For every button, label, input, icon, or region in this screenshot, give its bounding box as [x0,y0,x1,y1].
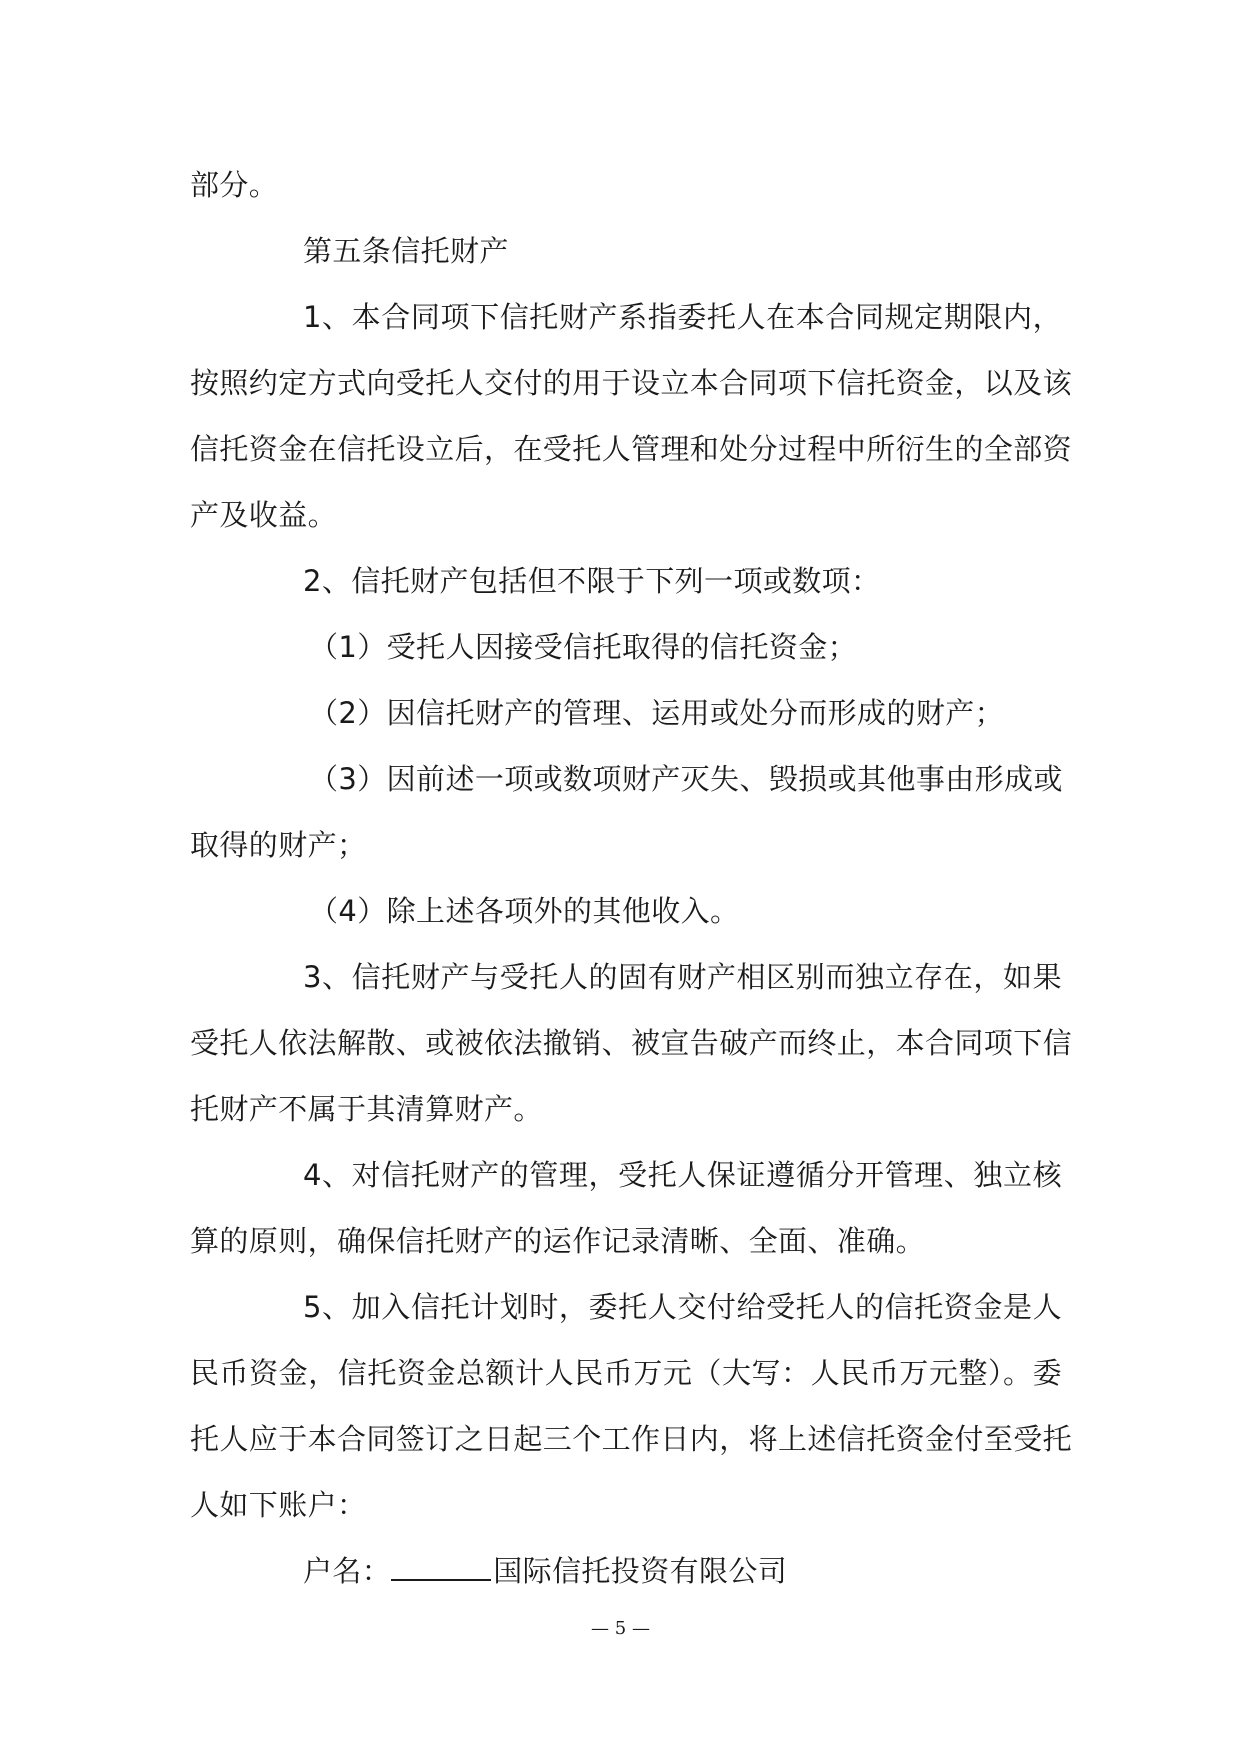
document-body [190,152,1073,1604]
text-line: 3、信托财产与受托人的固有财产相区别而独立存在，如果 [303,960,1062,994]
text-line: 受托人依法解散、或被依法撤销、被宣告破产而终止，本合同项下信 [190,1026,1073,1060]
text-line: 信托资金在信托设立后，在受托人管理和处分过程中所衍生的全部资 [190,432,1073,466]
text-line: 4、对信托财产的管理，受托人保证遵循分开管理、独立核 [303,1158,1062,1192]
text-line: 2、信托财产包括但不限于下列一项或数项： [303,564,881,598]
text-line: 算的原则，确保信托财产的运作记录清晰、全面、准确。 [190,1224,926,1258]
text-line: 产及收益。 [190,498,338,532]
account-label: 户名： [303,1554,392,1588]
page-number: — 5 — [591,1618,650,1639]
account-name: 国际信托投资有限公司 [493,1554,788,1588]
paragraph-lines [190,152,1073,1538]
text-line: 取得的财产； [190,828,367,862]
text-line: 1、本合同项下信托财产系指委托人在本合同规定期限内， [303,300,1062,334]
text-line: （3）因前述一项或数项财产灭失、毁损或其他事由形成或 [309,762,1063,796]
blank-underline [391,1550,491,1581]
text-line: 托财产不属于其清算财产。 [190,1092,543,1126]
text-line: （1）受托人因接受信托取得的信托资金； [309,630,858,664]
text-line: 第五条信托财产 [303,234,509,268]
text-line: 民币资金，信托资金总额计人民币万元（大写：人民币万元整）。委 [190,1356,1062,1390]
text-line: 按照约定方式向受托人交付的用于设立本合同项下信托资金，以及该 [190,366,1073,400]
text-line: 人如下账户： [190,1488,367,1522]
account-name-line [190,1538,1062,1604]
text-line: 托人应于本合同签订之日起三个工作日内，将上述信托资金付至受托 [190,1422,1073,1456]
text-line: （2）因信托财产的管理、运用或处分而形成的财产； [309,696,1005,730]
text-line: 5、加入信托计划时，委托人交付给受托人的信托资金是人 [303,1290,1062,1324]
text-line: （4）除上述各项外的其他收入。 [309,894,740,928]
text-line: 部分。 [190,168,279,202]
